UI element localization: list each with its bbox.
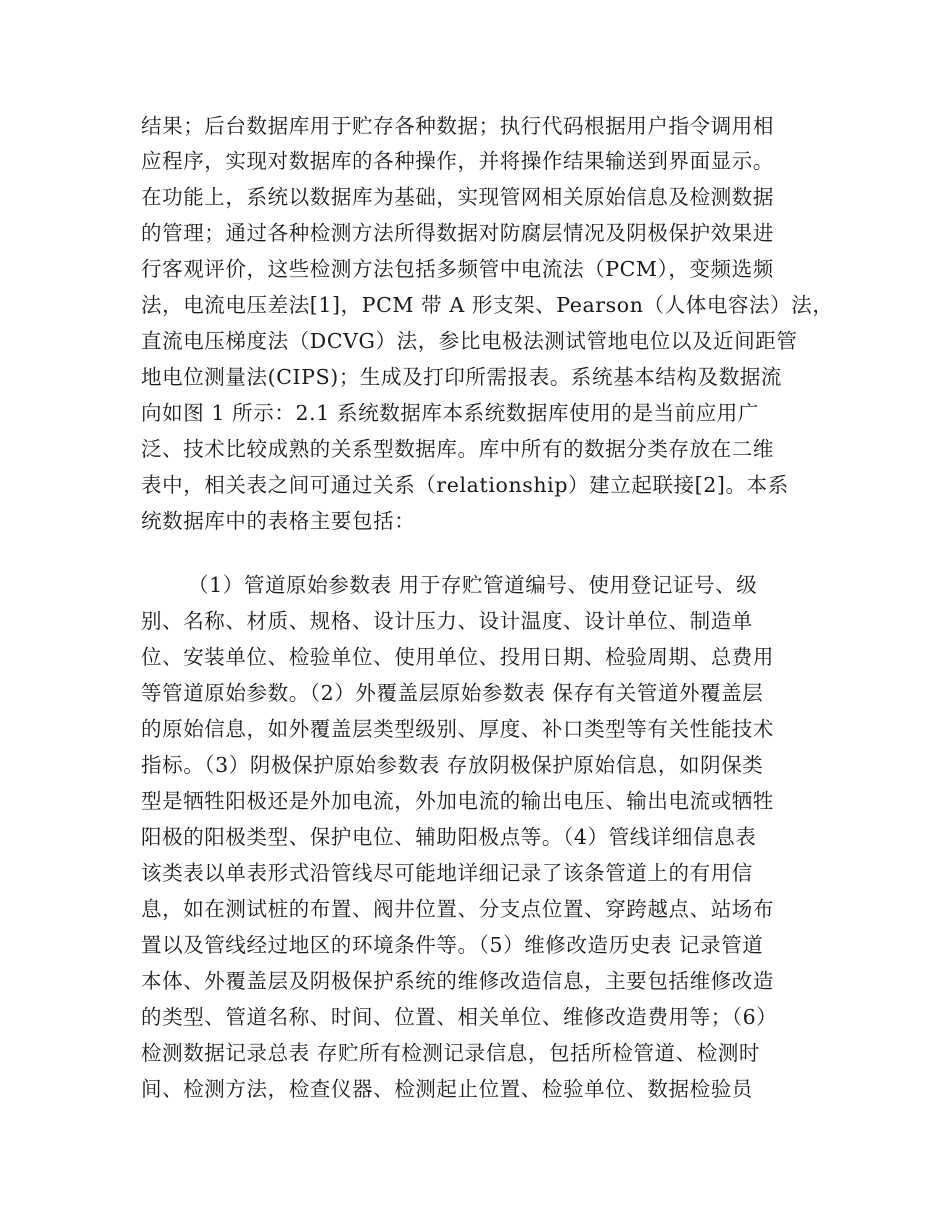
paragraph-2-line-12: 本体、外覆盖层及阴极保护系统的维修改造信息，主要包括维修改造: [141, 969, 774, 993]
paragraph-2-line-1: （1）管道原始参数表 用于存贮管道编号、使用登记证号、级: [188, 573, 758, 597]
paragraph-1-line-9: 向如图 1 所示：2.1 系统数据库本系统数据库使用的是当前应用广: [141, 401, 759, 425]
paragraph-1-line-3: 在功能上，系统以数据库为基础，实现管网相关原始信息及检测数据: [141, 185, 774, 209]
paragraph-1-line-8: 地电位测量法(CIPS)；生成及打印所需报表。系统基本结构及数据流: [141, 365, 782, 389]
paragraph-1-line-10: 泛、技术比较成熟的关系型数据库。库中所有的数据分类存放在二维: [141, 437, 774, 461]
paragraph-1-line-12: 统数据库中的表格主要包括：: [141, 509, 416, 533]
paragraph-1-line-1: 结果；后台数据库用于贮存各种数据；执行代码根据用户指令调用相: [141, 114, 774, 138]
paragraph-2-line-5: 的原始信息，如外覆盖层类型级别、厚度、补口类型等有关性能技术: [141, 717, 774, 741]
paragraph-1-line-7: 直流电压梯度法（DCVG）法，参比电极法测试管地电位以及近间距管: [141, 329, 798, 353]
paragraph-1-line-4: 的管理；通过各种检测方法所得数据对防腐层情况及阴极保护效果进: [141, 221, 774, 245]
paragraph-2-line-14: 检测数据记录总表 存贮所有检测记录信息，包括所检管道、检测时: [141, 1041, 761, 1065]
paragraph-2-line-15: 间、检测方法，检查仪器、检测起止位置、检验单位、数据检验员: [141, 1077, 753, 1101]
paragraph-2-line-2: 别、名称、材质、规格、设计压力、设计温度、设计单位、制造单: [141, 609, 753, 633]
paragraph-2-line-4: 等管道原始参数。（2）外覆盖层原始参数表 保存有关管道外覆盖层: [141, 681, 764, 705]
paragraph-1-line-6: 法，电流电压差法[1]，PCM 带 A 形支架、Pearson（人体电容法）法，: [141, 293, 834, 317]
paragraph-1-line-11: 表中，相关表之间可通过关系（relationship）建立起联接[2]。本系: [141, 473, 789, 497]
paragraph-2-line-11: 置以及管线经过地区的环境条件等。（5）维修改造历史表 记录管道: [141, 933, 764, 957]
paragraph-2-line-7: 型是牺牲阳极还是外加电流，外加电流的输出电压、输出电流或牺牲: [141, 789, 774, 813]
paragraph-1-line-2: 应程序，实现对数据库的各种操作，并将操作结果输送到界面显示。: [141, 149, 774, 173]
paragraph-2-line-8: 阳极的阳极类型、保护电位、辅助阳极点等。（4）管线详细信息表: [141, 825, 757, 849]
paragraph-2-line-6: 指标。（3）阴极保护原始参数表 存放阴极保护原始信息，如阴保类: [141, 753, 764, 777]
paragraph-2-line-9: 该类表以单表形式沿管线尽可能地详细记录了该条管道上的有用信: [141, 861, 753, 885]
paragraph-2-line-10: 息，如在测试桩的布置、阀井位置、分支点位置、穿跨越点、站场布: [141, 897, 774, 921]
paragraph-2-line-3: 位、安装单位、检验单位、使用单位、投用日期、检验周期、总费用: [141, 645, 774, 669]
paragraph-1-line-5: 行客观评价，这些检测方法包括多频管中电流法（PCM），变频选频: [141, 257, 774, 281]
paragraph-2-line-13: 的类型、管道名称、时间、位置、相关单位、维修改造费用等；（6）: [141, 1005, 778, 1029]
